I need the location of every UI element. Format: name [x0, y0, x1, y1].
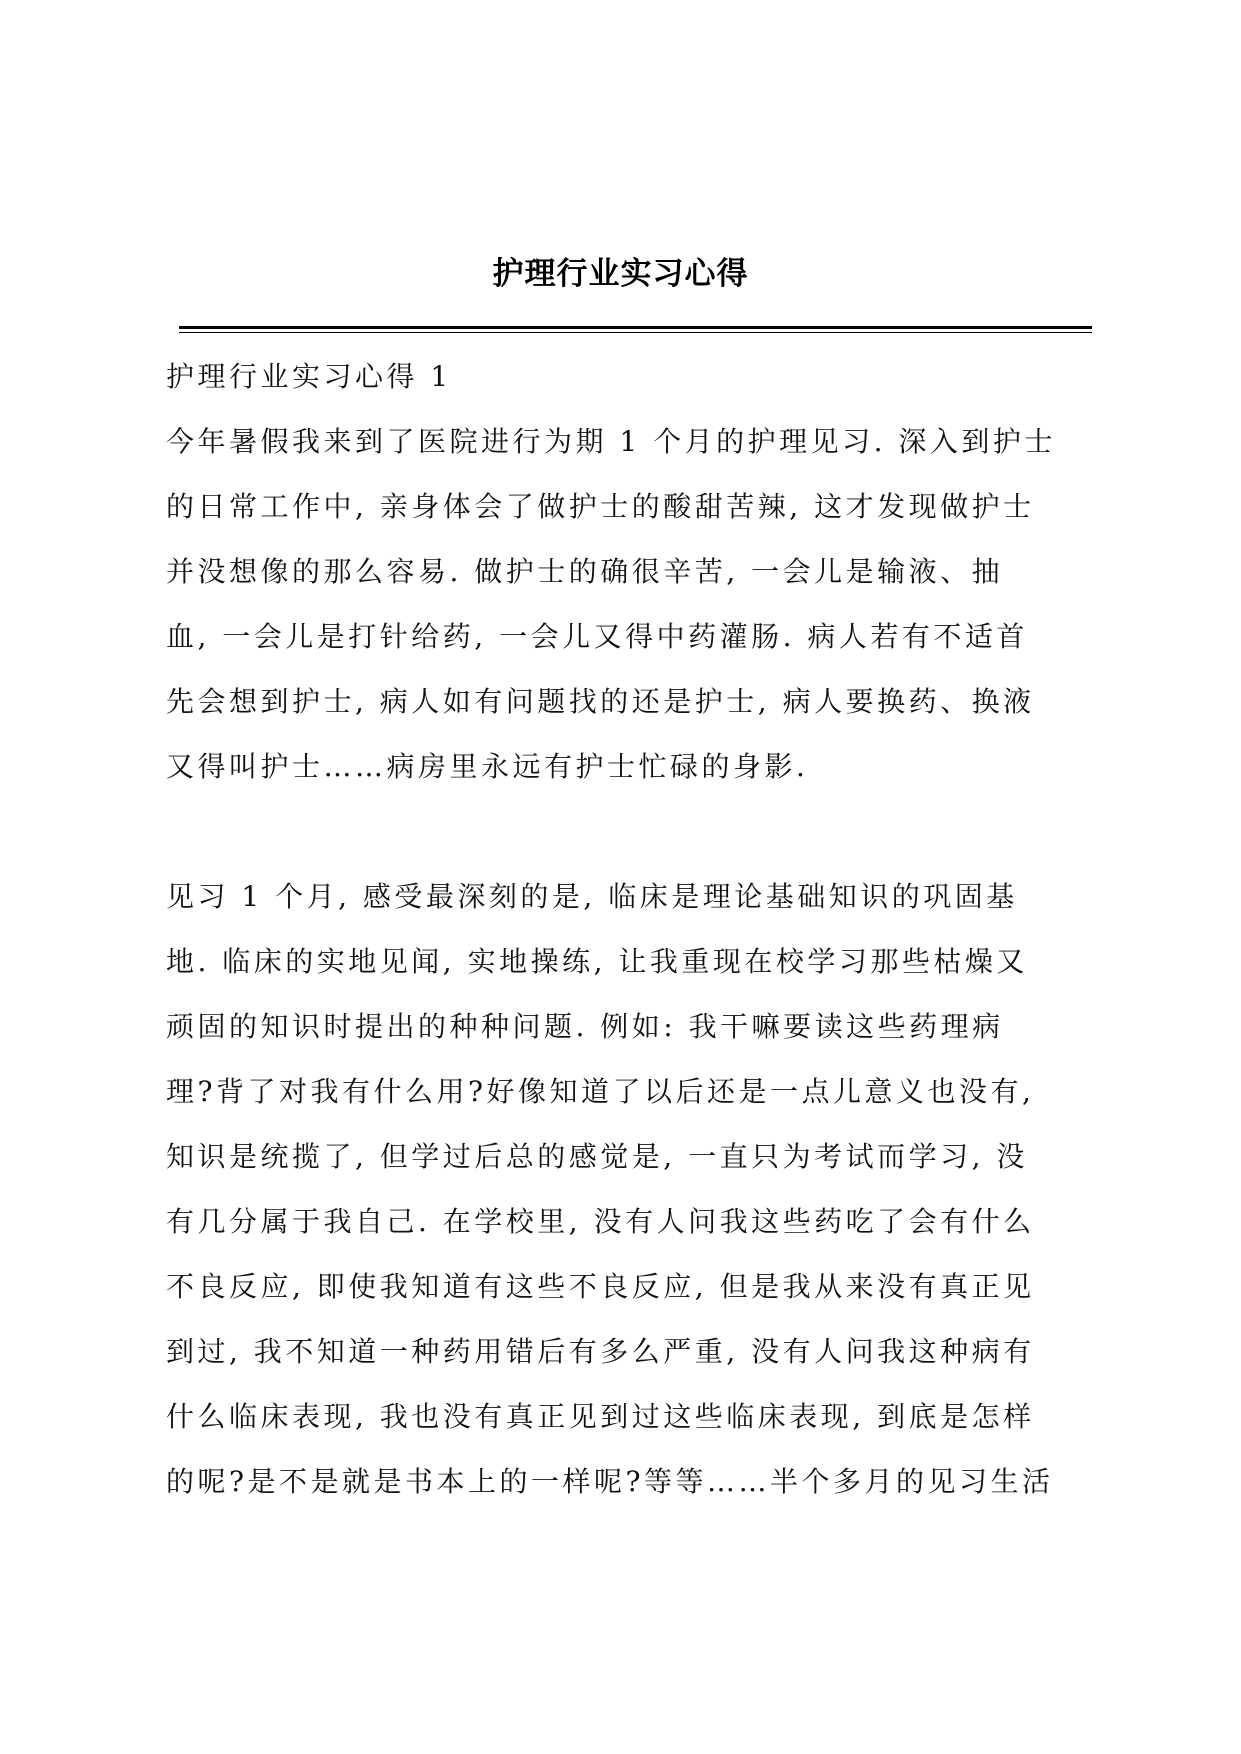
paragraph-line: 血, 一会儿是打针给药, 一会儿又得中药灌肠. 病人若有不适首	[166, 620, 1028, 653]
paragraph-line: 先会想到护士, 病人如有问题找的还是护士, 病人要换药、换液	[166, 685, 1035, 718]
paragraph-2	[166, 876, 1098, 1526]
paragraph-line: 今年暑假我来到了医院进行为期 1 个月的护理见习. 深入到护士	[166, 425, 1056, 458]
paragraph-line: 什么临床表现, 我也没有真正见到过这些临床表现, 到底是怎样	[166, 1400, 1035, 1433]
paragraph-line: 顽固的知识时提出的种种问题. 例如: 我干嘛要读这些药理病	[166, 1010, 1004, 1043]
paragraph-line: 有几分属于我自己. 在学校里, 没有人问我这些药吃了会有什么	[166, 1205, 1035, 1238]
title-divider-thin	[179, 332, 1092, 333]
paragraph-line: 理?背了对我有什么用?好像知道了以后还是一点儿意义也没有,	[166, 1075, 1035, 1108]
paragraph-line: 知识是统揽了, 但学过后总的感觉是, 一直只为考试而学习, 没	[166, 1140, 1028, 1173]
section-heading: 护理行业实习心得 1	[166, 360, 452, 393]
paragraph-line: 不良反应, 即使我知道有这些不良反应, 但是我从来没有真正见	[166, 1270, 1035, 1303]
title-divider-thick	[179, 326, 1092, 329]
paragraph-line: 并没想像的那么容易. 做护士的确很辛苦, 一会儿是输液、抽	[166, 555, 1004, 588]
paragraph-line: 到过, 我不知道一种药用错后有多么严重, 没有人问我这种病有	[166, 1335, 1035, 1368]
paragraph-line: 又得叫护士……病房里永远有护士忙碌的身影.	[166, 750, 809, 783]
paragraph-line: 的呢?是不是就是书本上的一样呢?等等……半个多月的见习生活	[166, 1465, 1054, 1498]
paragraph-spacer	[166, 811, 1098, 876]
paragraph-line: 的日常工作中, 亲身体会了做护士的酸甜苦辣, 这才发现做护士	[166, 490, 1035, 523]
paragraph-1	[166, 421, 1098, 811]
paragraph-line: 见习 1 个月, 感受最深刻的是, 临床是理论基础知识的巩固基	[166, 880, 1018, 913]
paragraph-line: 地. 临床的实地见闻, 实地操练, 让我重现在校学习那些枯燥又	[166, 945, 1028, 978]
document-title: 护理行业实习心得	[492, 256, 749, 292]
document-body	[166, 356, 1098, 1526]
